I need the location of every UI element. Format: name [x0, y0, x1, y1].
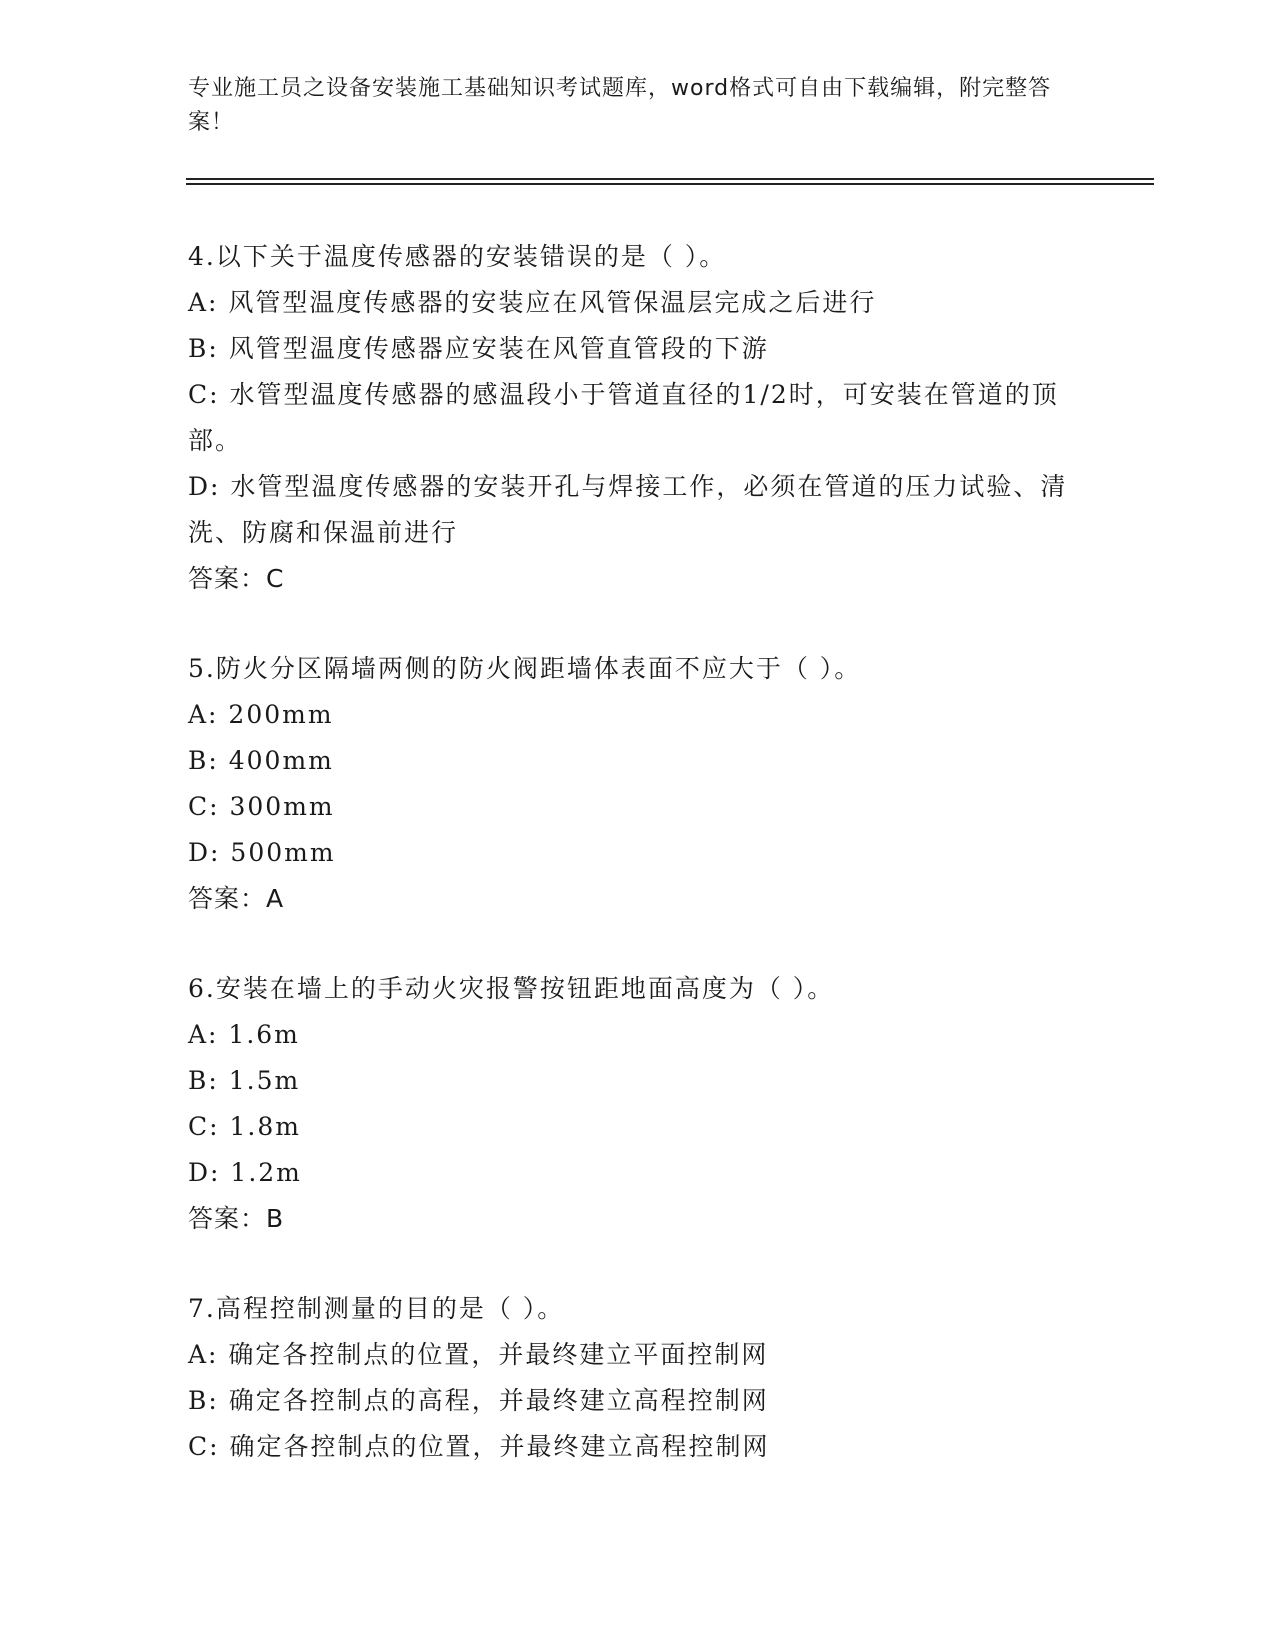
- option-b: B: 确定各控制点的高程，并最终建立高程控制网: [188, 1386, 769, 1415]
- question-stem: 4.以下关于温度传感器的安装错误的是（ ）。: [188, 242, 727, 271]
- question-7: [188, 1286, 1088, 1470]
- answer: 答案：A: [188, 884, 285, 913]
- option-c: C: 水管型温度传感器的感温段小于管道直径的1/2时，可安装在管道的顶部。: [188, 380, 1059, 455]
- document-header: 专业施工员之设备安装施工基础知识考试题库，word格式可自由下载编辑，附完整答案！: [188, 76, 1052, 135]
- option-b: B: 1.5m: [188, 1066, 301, 1095]
- question-4: [188, 234, 1088, 602]
- header-rule-bottom: [186, 183, 1154, 185]
- option-b: B: 400mm: [188, 746, 334, 775]
- option-d: D: 水管型温度传感器的安装开孔与焊接工作，必须在管道的压力试验、清洗、防腐和保温前进行: [188, 472, 1068, 547]
- answer: 答案：B: [188, 1204, 285, 1233]
- option-d: D: 500mm: [188, 838, 336, 867]
- option-a: A: 1.6m: [188, 1020, 300, 1049]
- answer: 答案：C: [188, 564, 285, 593]
- option-b: B: 风管型温度传感器应安装在风管直管段的下游: [188, 334, 769, 363]
- question-stem: 5.防火分区隔墙两侧的防火阀距墙体表面不应大于（ ）。: [188, 654, 862, 683]
- header-rule-top: [186, 178, 1154, 180]
- option-a: A: 风管型温度传感器的安装应在风管保温层完成之后进行: [188, 288, 877, 317]
- option-c: C: 1.8m: [188, 1112, 301, 1141]
- option-a: A: 确定各控制点的位置，并最终建立平面控制网: [188, 1340, 769, 1369]
- option-a: A: 200mm: [188, 700, 334, 729]
- option-c: C: 确定各控制点的位置，并最终建立高程控制网: [188, 1432, 770, 1461]
- question-stem: 6.安装在墙上的手动火灾报警按钮距地面高度为（ ）。: [188, 974, 835, 1003]
- question-6: [188, 966, 1088, 1242]
- option-d: D: 1.2m: [188, 1158, 302, 1187]
- question-stem: 7.高程控制测量的目的是（ ）。: [188, 1294, 565, 1323]
- question-5: [188, 646, 1088, 922]
- option-c: C: 300mm: [188, 792, 335, 821]
